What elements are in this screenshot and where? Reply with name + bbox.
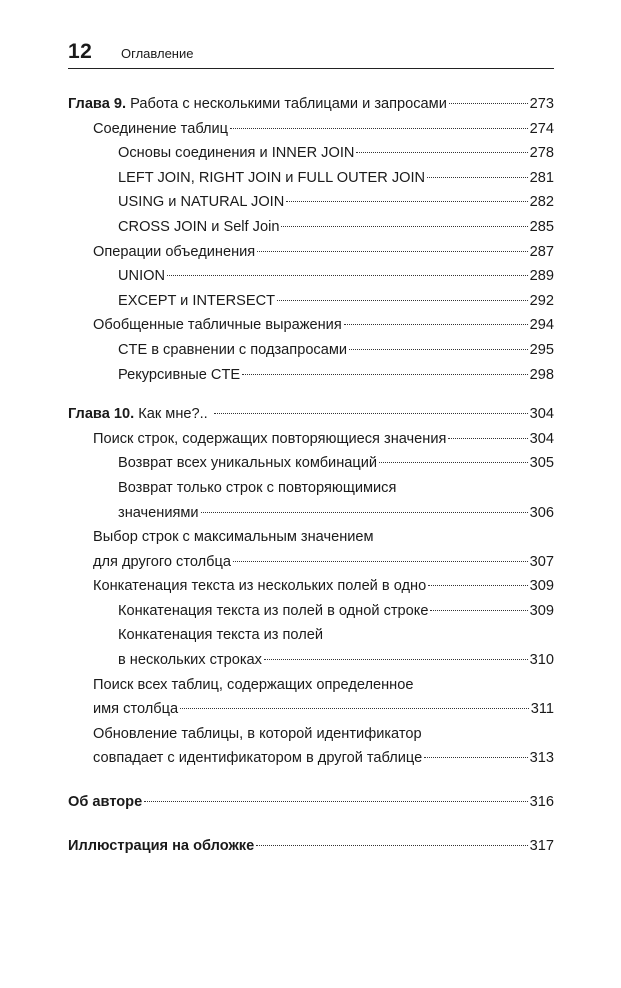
- toc-entry-title-line: Поиск всех таблиц, содержащих определенное: [93, 676, 414, 693]
- toc-entry-row: [118, 501, 554, 526]
- toc-entry-page-number: 289: [529, 268, 554, 285]
- toc-entry[interactable]: [68, 313, 554, 338]
- toc-entry-page-number: 294: [529, 317, 554, 334]
- toc-entry-row: [118, 363, 554, 388]
- toc-entry-label: [118, 141, 354, 166]
- toc-entry-page-number: 306: [529, 504, 554, 521]
- toc-entry[interactable]: [68, 92, 554, 117]
- dot-leader: [427, 177, 528, 178]
- toc-entry-page-number: 273: [529, 96, 554, 112]
- toc-entry-chapter-prefix: Глава 9.: [68, 96, 127, 112]
- dot-leader: [256, 845, 527, 846]
- toc-entry[interactable]: [68, 338, 554, 363]
- toc-entry-label: [118, 451, 377, 476]
- toc-entry-title: для другого столбца: [93, 553, 232, 570]
- dot-leader: [356, 152, 527, 153]
- dot-leader: [230, 128, 528, 129]
- toc-entry-row: [93, 574, 554, 599]
- toc-entry-label: [118, 166, 425, 191]
- dot-leader: [344, 324, 528, 325]
- toc-entry[interactable]: [68, 673, 554, 722]
- dot-leader: [449, 103, 528, 104]
- toc-entry-title: Возврат всех уникальных комбинаций: [118, 455, 378, 472]
- toc-entry-title: CTE в сравнении с подзапросами: [118, 341, 348, 358]
- page-number: 12: [68, 40, 93, 63]
- toc-entry-title: в нескольких строках: [118, 652, 262, 669]
- toc-entry-page-number: 310: [529, 652, 554, 669]
- toc-entry-title: Обобщенные табличные выражения: [93, 317, 342, 334]
- toc-entry-row: [93, 313, 554, 338]
- toc-entry-title: Поиск строк, содержащих повторяющиеся значения: [93, 430, 447, 447]
- toc-entry-row: [118, 338, 554, 363]
- toc-entry-row: [118, 451, 554, 476]
- dot-leader: [242, 374, 528, 375]
- toc-entry-page-number: 307: [529, 553, 554, 570]
- toc-entry[interactable]: [68, 722, 554, 771]
- dot-leader: [180, 708, 529, 709]
- toc-entry-page-number: 285: [529, 218, 554, 235]
- toc-entry-page-number: 282: [529, 194, 554, 211]
- toc-entry-row: [118, 166, 554, 191]
- toc-entry-page-number: 304: [529, 406, 554, 423]
- toc-entry[interactable]: [68, 834, 554, 859]
- toc-entry[interactable]: [68, 574, 554, 599]
- toc-entry-title: UNION: [118, 268, 166, 285]
- toc-entry-title-line: Выбор строк с максимальным значением: [93, 529, 374, 546]
- toc-entry-label: [93, 313, 342, 338]
- dot-leader: [233, 561, 528, 562]
- toc-entry-label: [93, 240, 255, 265]
- toc-entry-title: Конкатенация текста из нескольких полей в одно: [93, 578, 427, 595]
- dot-leader: [167, 275, 528, 276]
- toc-entry-label: [68, 834, 254, 859]
- toc-entry-title: Как мне?..: [134, 406, 212, 423]
- dot-leader: [214, 413, 528, 414]
- dot-leader: [281, 226, 527, 227]
- toc-entry-label: [93, 550, 231, 575]
- toc-entry[interactable]: [68, 402, 554, 427]
- toc-entry[interactable]: [68, 264, 554, 289]
- dot-leader: [379, 462, 528, 463]
- toc-entry-page-number: 298: [529, 366, 554, 383]
- table-of-contents: [68, 92, 554, 858]
- toc-entry-chapter-prefix: Иллюстрация на обложке: [68, 837, 255, 854]
- toc-entry-page-number: 309: [529, 602, 554, 619]
- toc-entry-page-number: 304: [529, 430, 554, 447]
- toc-entry-title: LEFT JOIN, RIGHT JOIN и FULL OUTER JOIN: [118, 169, 426, 186]
- page-header: [68, 38, 554, 69]
- toc-entry-title: Работа с несколькими таблицами и запросами: [126, 96, 447, 112]
- toc-entry-row: [68, 92, 554, 117]
- running-title: Оглавление: [121, 46, 194, 61]
- toc-entry[interactable]: [68, 117, 554, 142]
- toc-entry-row: [68, 834, 554, 859]
- toc-entry[interactable]: [68, 790, 554, 815]
- toc-entry-page-number: 281: [529, 169, 554, 186]
- toc-entry-title: EXCEPT и INTERSECT: [118, 292, 276, 309]
- toc-entry-row: [118, 289, 554, 314]
- toc-entry-page-number: 292: [529, 292, 554, 309]
- dot-leader: [424, 757, 527, 758]
- toc-entry-label: [93, 117, 228, 142]
- toc-entry-title: Конкатенация текста из полей в одной строке: [118, 602, 429, 619]
- dot-leader: [277, 300, 528, 301]
- toc-entry-page-number: 316: [529, 794, 554, 811]
- toc-entry-title-line: Обновление таблицы, в которой идентификатор: [93, 725, 422, 742]
- toc-entry-row: [118, 141, 554, 166]
- toc-entry-title-line: Возврат только строк с повторяющимися: [118, 479, 397, 496]
- toc-entry-page-number: 311: [530, 701, 554, 718]
- toc-entry-page-number: 274: [529, 120, 554, 137]
- toc-entry-row: [93, 427, 554, 452]
- toc-entry-title: значениями: [118, 504, 199, 521]
- toc-entry-page-number: 295: [529, 341, 554, 358]
- dot-leader: [428, 585, 527, 586]
- toc-entry-row: [93, 240, 554, 265]
- toc-entry[interactable]: [68, 623, 554, 672]
- dot-leader: [201, 512, 528, 513]
- toc-entry[interactable]: [68, 363, 554, 388]
- toc-entry-row: [93, 746, 554, 771]
- toc-entry-row: [93, 550, 554, 575]
- toc-entry-row: [118, 190, 554, 215]
- toc-entry-label: [68, 402, 212, 427]
- toc-entry-row: [68, 790, 554, 815]
- toc-entry-page-number: 278: [529, 145, 554, 162]
- toc-entry-page-number: 309: [529, 578, 554, 595]
- toc-entry-label: [93, 697, 178, 722]
- toc-entry-title: совпадает с идентификатором в другой таблице: [93, 750, 423, 767]
- toc-entry-title: Основы соединения и INNER JOIN: [118, 145, 355, 162]
- dot-leader: [349, 349, 528, 350]
- toc-entry[interactable]: [68, 240, 554, 265]
- toc-entry-label: [118, 264, 165, 289]
- toc-entry[interactable]: [68, 525, 554, 574]
- toc-entry-label: [118, 648, 262, 673]
- toc-entry-title: CROSS JOIN и Self Join: [118, 218, 280, 235]
- toc-entry-chapter-prefix: Об авторе: [68, 794, 143, 811]
- toc-entry-label: [93, 746, 422, 771]
- toc-entry-row: [118, 648, 554, 673]
- toc-entry[interactable]: [68, 215, 554, 240]
- toc-entry-page-number: 305: [529, 455, 554, 472]
- toc-entry-label: [68, 790, 142, 815]
- toc-entry[interactable]: [68, 599, 554, 624]
- toc-entry-title: Операции объединения: [93, 243, 256, 260]
- toc-entry[interactable]: [68, 141, 554, 166]
- dot-leader: [257, 251, 527, 252]
- toc-entry[interactable]: [68, 166, 554, 191]
- toc-entry-page-number: 317: [529, 837, 554, 854]
- toc-entry[interactable]: [68, 289, 554, 314]
- toc-entry-title: Соединение таблиц: [93, 120, 229, 137]
- toc-entry-label: [118, 599, 428, 624]
- dot-leader: [264, 659, 528, 660]
- toc-entry-title: Рекурсивные CTE: [118, 366, 241, 383]
- toc-entry-page-number: 313: [529, 750, 554, 767]
- toc-entry-row: [118, 599, 554, 624]
- toc-entry-label: [118, 190, 284, 215]
- toc-entry-title-line: Конкатенация текста из полей: [118, 627, 324, 644]
- toc-entry-row: [93, 117, 554, 142]
- toc-entry[interactable]: [68, 190, 554, 215]
- toc-entry-chapter-prefix: Глава 10.: [68, 406, 135, 423]
- toc-entry-row: [118, 215, 554, 240]
- toc-entry-row: [118, 264, 554, 289]
- dot-leader: [144, 801, 527, 802]
- toc-entry-label: [93, 574, 426, 599]
- toc-entry-title: имя столбца: [93, 701, 179, 718]
- toc-entry-row: [93, 697, 554, 722]
- toc-entry[interactable]: [68, 427, 554, 452]
- toc-entry-label: [118, 363, 240, 388]
- toc-entry-label: [68, 92, 447, 117]
- toc-entry-label: [118, 289, 275, 314]
- toc-entry-label: [93, 427, 446, 452]
- toc-entry-page-number: 287: [529, 243, 554, 260]
- toc-entry-label: [118, 338, 347, 363]
- toc-entry[interactable]: [68, 476, 554, 525]
- toc-entry[interactable]: [68, 451, 554, 476]
- dot-leader: [448, 438, 527, 439]
- toc-entry-title: USING и NATURAL JOIN: [118, 194, 285, 211]
- dot-leader: [430, 610, 527, 611]
- toc-entry-label: [118, 501, 199, 526]
- toc-entry-row: [68, 402, 554, 427]
- toc-entry-label: [118, 215, 279, 240]
- dot-leader: [286, 201, 527, 202]
